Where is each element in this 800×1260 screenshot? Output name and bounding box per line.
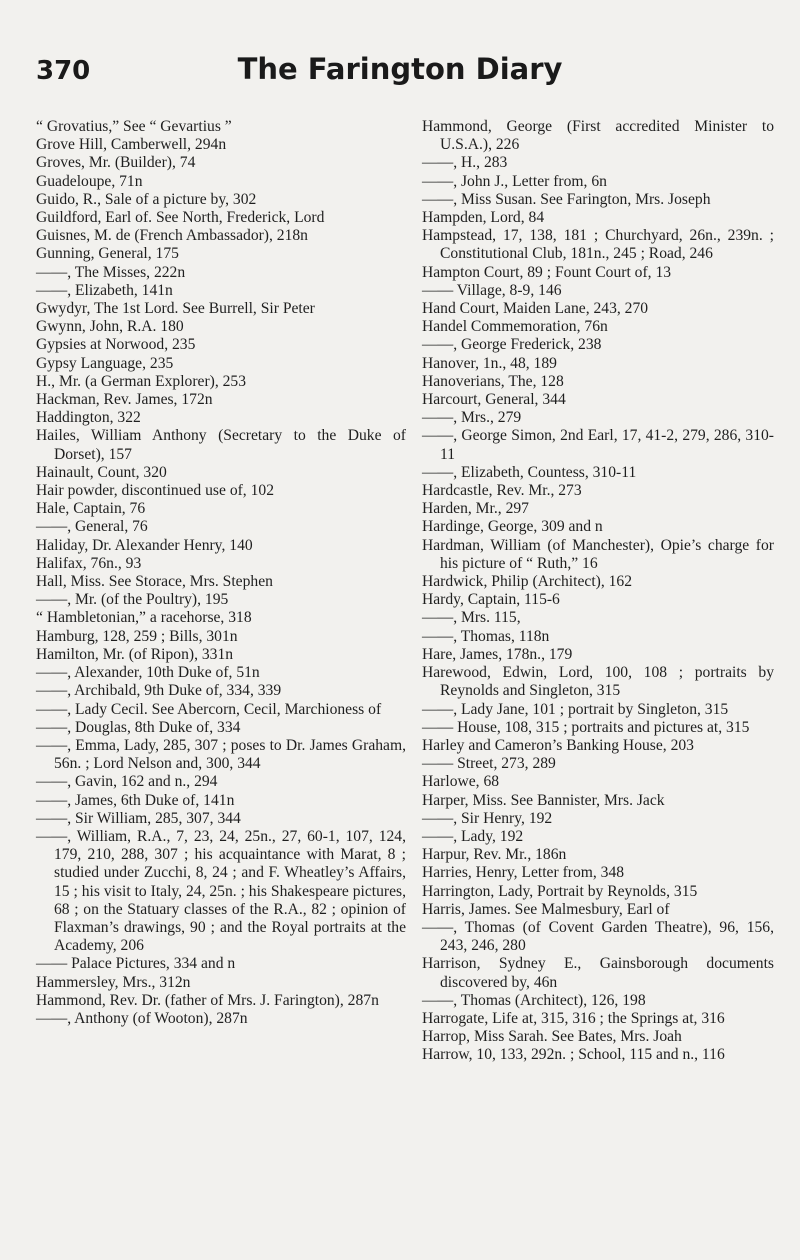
index-entry: —— Palace Pictures, 334 and n xyxy=(36,955,236,973)
index-entry: ——, Thomas (of Covent Garden Theatre), 96, 156, 243, 246, 280 xyxy=(422,918,778,955)
index-entry: Hammond, Rev. Dr. (father of Mrs. J. Farington), 287n xyxy=(36,991,379,1009)
index-entry: Harrogate, Life at, 315, 316 ; the Springs at, 316 xyxy=(422,1009,725,1027)
index-entry: ——, Anthony (of Wooton), 287n xyxy=(36,1009,248,1027)
index-entry: Hanover, 1n., 48, 189 xyxy=(422,354,557,372)
index-entry: —— House, 108, 315 ; portraits and pictures at, 315 xyxy=(422,718,750,736)
index-entry: Hardcastle, Rev. Mr., 273 xyxy=(422,482,582,500)
index-entry: Guido, R., Sale of a picture by, 302 xyxy=(36,190,257,208)
index-entry: ——, The Misses, 222n xyxy=(36,263,186,281)
index-entry: “ Grovatius,” See “ Gevartius ” xyxy=(36,118,232,135)
index-entry: Gwynn, John, R.A. 180 xyxy=(36,318,184,336)
index-entry: ——, Douglas, 8th Duke of, 334 xyxy=(36,718,241,736)
index-entry: Hare, James, 178n., 179 xyxy=(422,645,573,663)
index-entry: —— Street, 273, 289 xyxy=(422,755,556,773)
index-entry: ——, Gavin, 162 and n., 294 xyxy=(36,773,218,791)
index-entry: ——, Mrs., 279 xyxy=(422,409,522,427)
index-entry: ——, George Frederick, 238 xyxy=(422,336,602,354)
index-entry: ——, Mrs. 115, xyxy=(422,609,521,627)
index-entry: Hardy, Captain, 115-6 xyxy=(422,591,560,609)
index-entry: Hailes, William Anthony (Secretary to the Duke of Dorset), 157 xyxy=(36,427,410,463)
index-entry: ——, Elizabeth, 141n xyxy=(36,281,173,299)
index-entry: ——, Lady Jane, 101 ; portrait by Singleton, 315 xyxy=(422,700,729,718)
index-entry: Hand Court, Maiden Lane, 243, 270 xyxy=(422,300,649,318)
index-entry: Harlowe, 68 xyxy=(422,773,500,791)
index-entry: Hale, Captain, 76 xyxy=(36,500,146,518)
page-number: 370 xyxy=(36,56,91,86)
index-entry: Guadeloupe, 71n xyxy=(36,172,143,190)
index-entry: Hammond, George (First accredited Minister to U.S.A.), 226 xyxy=(422,118,778,154)
page-header xyxy=(36,52,764,98)
index-entry: Harley and Cameron’s Banking House, 203 xyxy=(422,736,694,754)
index-entry: ——, Alexander, 10th Duke of, 51n xyxy=(36,664,260,682)
index-entry: ——, Sir Henry, 192 xyxy=(422,809,553,827)
index-entry: Harrington, Lady, Portrait by Reynolds, 315 xyxy=(422,882,698,900)
index-entry: ——, General, 76 xyxy=(36,518,148,536)
index-entry: ——, Thomas (Architect), 126, 198 xyxy=(422,991,646,1009)
index-entry: Hainault, Count, 320 xyxy=(36,463,167,481)
index-entry: Harries, Henry, Letter from, 348 xyxy=(422,864,625,882)
index-entry: “ Hambletonian,” a racehorse, 318 xyxy=(36,609,252,627)
index-entry: Guisnes, M. de (French Ambassador), 218n xyxy=(36,227,308,245)
index-entry: Gypsies at Norwood, 235 xyxy=(36,336,196,354)
index-entry: H., Mr. (a German Explorer), 253 xyxy=(36,372,247,390)
index-entry: Harden, Mr., 297 xyxy=(422,500,529,518)
index-entry: Harrow, 10, 133, 292n. ; School, 115 and n., 116 xyxy=(422,1046,725,1064)
index-entry: Hardinge, George, 309 and n xyxy=(422,518,603,536)
index-entry: ——, Thomas, 118n xyxy=(422,627,550,645)
index-entry: Harrop, Miss Sarah. See Bates, Mrs. Joah xyxy=(422,1028,682,1046)
index-entry: ——, Mr. (of the Poultry), 195 xyxy=(36,591,229,609)
index-entry: ——, Archibald, 9th Duke of, 334, 339 xyxy=(36,682,282,700)
index-entry: Gunning, General, 175 xyxy=(36,245,179,263)
index-entry: Gypsy Language, 235 xyxy=(36,354,174,372)
index-entry: Hampton Court, 89 ; Fount Court of, 13 xyxy=(422,263,672,281)
index-entry: ——, John J., Letter from, 6n xyxy=(422,172,607,190)
page-title: The Farington Diary xyxy=(237,52,563,86)
index-entry: Guildford, Earl of. See North, Frederick, Lord xyxy=(36,209,325,227)
index-column-right xyxy=(422,118,778,1065)
index-entry: Halifax, 76n., 93 xyxy=(36,554,142,572)
index-entry: —— Village, 8-9, 146 xyxy=(422,281,562,299)
index-entry: Harper, Miss. See Bannister, Mrs. Jack xyxy=(422,791,665,809)
index-entry: Harcourt, General, 344 xyxy=(422,391,566,409)
index-entry: Hackman, Rev. James, 172n xyxy=(36,391,213,409)
index-entry: ——, Lady, 192 xyxy=(422,827,524,845)
index-entry: Hamburg, 128, 259 ; Bills, 301n xyxy=(36,627,238,645)
index-entry: Hanoverians, The, 128 xyxy=(422,372,564,390)
index-entry: ——, Miss Susan. See Farington, Mrs. Joseph xyxy=(422,190,711,208)
index-entry: ——, Emma, Lady, 285, 307 ; poses to Dr. James Graham, 56n. ; Lord Nelson and, 300, 344 xyxy=(36,736,410,773)
index-entry: Gwydyr, The 1st Lord. See Burrell, Sir Peter xyxy=(36,300,315,318)
index-entry: Haddington, 322 xyxy=(36,409,141,427)
index-entry: Hardman, William (of Manchester), Opie’s charge for his picture of “ Ruth,” 16 xyxy=(422,536,778,572)
index-entry: Grove Hill, Camberwell, 294n xyxy=(36,136,227,154)
index-entry: ——, Lady Cecil. See Abercorn, Cecil, Marchioness of xyxy=(36,700,382,718)
index-entry: Hampstead, 17, 138, 181 ; Churchyard, 26n., 239n. ; Constitutional Club, 181n., 245 ; Road, 246 xyxy=(422,227,778,263)
index-entry: Groves, Mr. (Builder), 74 xyxy=(36,154,196,172)
index-entry: Harris, James. See Malmesbury, Earl of xyxy=(422,900,670,918)
index-entry: ——, Sir William, 285, 307, 344 xyxy=(36,809,241,827)
index-entry: Harpur, Rev. Mr., 186n xyxy=(422,846,567,864)
index-entry: ——, H., 283 xyxy=(422,154,508,172)
index-entry: Harrison, Sydney E., Gainsborough documents discovered by, 46n xyxy=(422,955,778,991)
index-entry: Hall, Miss. See Storace, Mrs. Stephen xyxy=(36,573,273,591)
index-entry: ——, Elizabeth, Countess, 310-11 xyxy=(422,463,637,481)
index-entry: Handel Commemoration, 76n xyxy=(422,318,608,336)
index-entry: ——, James, 6th Duke of, 141n xyxy=(36,791,235,809)
index-entry: Hamilton, Mr. (of Ripon), 331n xyxy=(36,645,234,663)
index-entry: Hair powder, discontinued use of, 102 xyxy=(36,482,274,500)
index-entry: ——, George Simon, 2nd Earl, 17, 41-2, 279, 286, 310-11 xyxy=(422,427,774,463)
index-entry: ——, William, R.A., 7, 23, 24, 25n., 27, 60-1, 107, 124, 179, 210, 288, 307 ; his acquaintance with Marat, 8 ; studied under Zucchi, 8, 24 ; and F. Wheatley’s Affairs, 15 ; his visit to Italy, 24, 25n. ; his Shakespeare pictures, 68 ; on the Statuary classes of the R.A., 82 ; opinion of Flaxman’s drawings, 90 ; and the Royal portraits at the Academy, 206 xyxy=(36,827,410,955)
index-column-left xyxy=(36,118,410,1028)
index-entry: Hampden, Lord, 84 xyxy=(422,209,545,227)
index-entry: Hammersley, Mrs., 312n xyxy=(36,973,191,991)
index-entry: Hardwick, Philip (Architect), 162 xyxy=(422,573,633,591)
index-entry: Haliday, Dr. Alexander Henry, 140 xyxy=(36,536,253,554)
index-entry: Harewood, Edwin, Lord, 100, 108 ; portraits by Reynolds and Singleton, 315 xyxy=(422,664,778,700)
